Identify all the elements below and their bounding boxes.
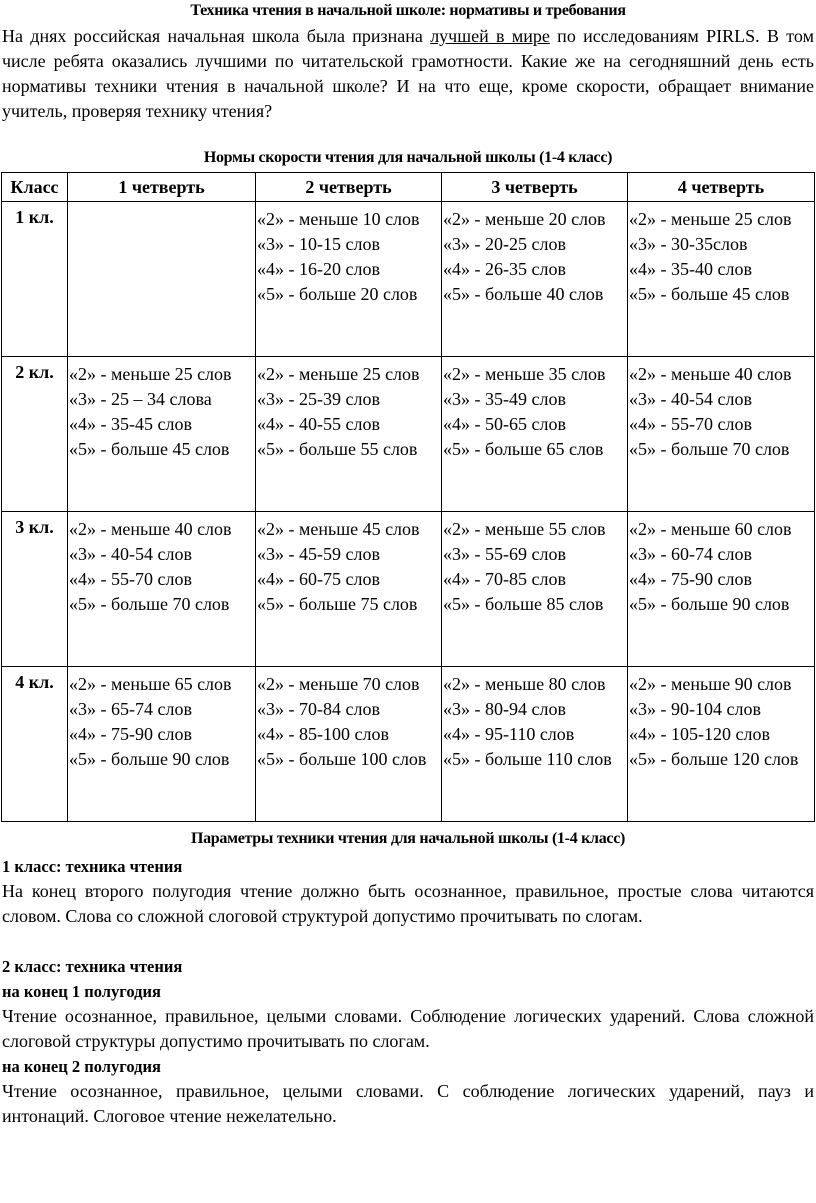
header-quarter-3: 3 четверть xyxy=(442,173,628,202)
norm-line: «5» - больше 20 слов xyxy=(257,284,418,304)
norm-lines xyxy=(442,667,627,772)
norm-line: «3» - 35-49 слов xyxy=(443,389,566,409)
quarter-3-cell xyxy=(442,357,628,512)
grade1-heading: 1 класс: техника чтения xyxy=(2,857,183,876)
quarter-1-cell xyxy=(68,357,256,512)
norms-table-body xyxy=(2,202,815,822)
norm-line: «3» - 40-54 слов xyxy=(69,544,192,564)
norm-line: «2» - меньше 65 слов xyxy=(69,674,232,694)
pirls-link[interactable]: лучшей в мире xyxy=(430,26,550,46)
header-grade: Класс xyxy=(2,173,68,202)
norm-line: «4» - 70-85 слов xyxy=(443,569,566,589)
norm-lines xyxy=(68,667,255,772)
intro-paragraph xyxy=(2,24,814,124)
intro-text-start: На днях российская начальная школа была признана xyxy=(2,26,431,46)
norm-line: «2» - меньше 40 слов xyxy=(69,519,232,539)
norm-line: «3» - 80-94 слов xyxy=(443,699,566,719)
header-quarter-4: 4 четверть xyxy=(628,173,815,202)
norm-line: «3» - 30-35слов xyxy=(629,234,748,254)
norm-line: «4» - 55-70 слов xyxy=(629,414,752,434)
norm-line: «5» - больше 90 слов xyxy=(629,594,790,614)
norm-line: «2» - меньше 70 слов xyxy=(257,674,420,694)
norm-line: «4» - 60-75 слов xyxy=(257,569,380,589)
quarter-2-cell xyxy=(256,667,442,822)
table-row xyxy=(2,202,815,357)
norm-line: «4» - 85-100 слов xyxy=(257,724,389,744)
norm-line: «3» - 45-59 слов xyxy=(257,544,380,564)
norm-line: «3» - 25 – 34 слова xyxy=(69,389,212,409)
norm-line: «2» - меньше 20 слов xyxy=(443,209,606,229)
params-section-title: Параметры техники чтения для начальной школы (1-4 класс) xyxy=(190,830,626,847)
table-row xyxy=(2,512,815,667)
norm-line: «5» - больше 40 слов xyxy=(443,284,604,304)
norm-line: «3» - 70-84 слов xyxy=(257,699,380,719)
norm-line: «2» - меньше 80 слов xyxy=(443,674,606,694)
norm-line: «2» - меньше 90 слов xyxy=(629,674,792,694)
norm-line: «2» - меньше 55 слов xyxy=(443,519,606,539)
norm-line: «5» - больше 45 слов xyxy=(69,439,230,459)
norm-line: «5» - больше 120 слов xyxy=(629,749,799,769)
section-spacer xyxy=(2,929,814,954)
quarter-2-cell xyxy=(256,357,442,512)
norm-line: «3» - 55-69 слов xyxy=(443,544,566,564)
header-quarter-2: 2 четверть xyxy=(256,173,442,202)
table-header-row xyxy=(2,173,815,202)
norm-lines xyxy=(628,202,814,307)
norm-line: «2» - меньше 35 слов xyxy=(443,364,606,384)
norm-line: «3» - 40-54 слов xyxy=(629,389,752,409)
norm-lines xyxy=(442,357,627,462)
norm-line: «5» - больше 45 слов xyxy=(629,284,790,304)
norm-lines xyxy=(68,202,255,207)
norm-line: «4» - 75-90 слов xyxy=(69,724,192,744)
quarter-3-cell xyxy=(442,202,628,357)
norm-lines xyxy=(442,202,627,307)
norm-line: «4» - 50-65 слов xyxy=(443,414,566,434)
quarter-3-cell xyxy=(442,667,628,822)
intro-text-end: по исследованиям PIRLS. В том числе ребята оказались лучшими по читательской грамотности. Какие же на сегодняшний день есть нормативы техники чтения в начальной школе? И на что еще, кроме скорости, обращает внимание учитель, проверяя технику чтения? xyxy=(2,26,814,121)
norm-line: «5» - больше 85 слов xyxy=(443,594,604,614)
norm-line: «5» - больше 110 слов xyxy=(443,749,612,769)
norm-line: «3» - 10-15 слов xyxy=(257,234,380,254)
grade2-half1-text: Чтение осознанное, правильное, целыми словами. Соблюдение логических ударений. Слова сложной слоговой структуры допустимо прочитывать по слогам. xyxy=(2,1006,814,1051)
norm-line: «3» - 60-74 слов xyxy=(629,544,752,564)
norm-line: «4» - 105-120 слов xyxy=(629,724,770,744)
norm-line: «3» - 90-104 слов xyxy=(629,699,761,719)
norm-lines xyxy=(628,667,814,772)
norm-line: «2» - меньше 60 слов xyxy=(629,519,792,539)
norm-line: «5» - больше 55 слов xyxy=(257,439,418,459)
grade-cell: 1 кл. xyxy=(2,202,68,357)
quarter-2-cell xyxy=(256,202,442,357)
norm-line: «3» - 20-25 слов xyxy=(443,234,566,254)
norm-line: «5» - больше 90 слов xyxy=(69,749,230,769)
norm-line: «4» - 55-70 слов xyxy=(69,569,192,589)
quarter-3-cell xyxy=(442,512,628,667)
norm-lines xyxy=(442,512,627,617)
document-title: Техника чтения в начальной школе: нормативы и требования xyxy=(190,2,626,19)
norm-lines xyxy=(256,667,441,772)
quarter-1-cell xyxy=(68,667,256,822)
norm-lines xyxy=(256,512,441,617)
norm-line: «2» - меньше 40 слов xyxy=(629,364,792,384)
quarter-1-cell xyxy=(68,202,256,357)
norm-line: «5» - больше 100 слов xyxy=(257,749,427,769)
norm-line: «3» - 25-39 слов xyxy=(257,389,380,409)
quarter-2-cell xyxy=(256,512,442,667)
grade-cell: 2 кл. xyxy=(2,357,68,512)
reading-params-section xyxy=(2,854,814,1129)
grade1-text: На конец второго полугодия чтение должно быть осознанное, правильное, простые слова читаются словом. Слова со сложной слоговой структурой допустимо прочитывать по слогам. xyxy=(2,881,814,926)
norm-line: «5» - больше 70 слов xyxy=(629,439,790,459)
quarter-4-cell xyxy=(628,202,815,357)
norm-line: «4» - 35-40 слов xyxy=(629,259,752,279)
quarter-4-cell xyxy=(628,512,815,667)
norm-line: «2» - меньше 25 слов xyxy=(629,209,792,229)
grade2-half1-heading: на конец 1 полугодия xyxy=(2,982,161,1001)
norm-lines xyxy=(256,202,441,307)
grade2-half2-text: Чтение осознанное, правильное, целыми словами. С соблюдение логических ударений, пауз и интонаций. Слоговое чтение нежелательно. xyxy=(2,1081,814,1126)
norm-line: «4» - 40-55 слов xyxy=(257,414,380,434)
grade2-heading: 2 класс: техника чтения xyxy=(2,957,183,976)
norm-line: «2» - меньше 45 слов xyxy=(257,519,420,539)
norm-line: «5» - больше 65 слов xyxy=(443,439,604,459)
grade2-half2-heading: на конец 2 полугодия xyxy=(2,1057,161,1076)
quarter-1-cell xyxy=(68,512,256,667)
reading-speed-norms-table xyxy=(1,172,815,822)
norm-lines xyxy=(68,512,255,617)
norm-lines xyxy=(256,357,441,462)
norm-line: «4» - 75-90 слов xyxy=(629,569,752,589)
grade-cell: 4 кл. xyxy=(2,667,68,822)
norms-table-title: Нормы скорости чтения для начальной школы (1-4 класс) xyxy=(203,149,613,166)
norm-line: «5» - больше 75 слов xyxy=(257,594,418,614)
norm-line: «4» - 16-20 слов xyxy=(257,259,380,279)
grade-cell: 3 кл. xyxy=(2,512,68,667)
quarter-4-cell xyxy=(628,357,815,512)
table-row xyxy=(2,357,815,512)
quarter-4-cell xyxy=(628,667,815,822)
norm-line: «2» - меньше 25 слов xyxy=(257,364,420,384)
norm-lines xyxy=(628,357,814,462)
norm-line: «5» - больше 70 слов xyxy=(69,594,230,614)
norm-line: «4» - 95-110 слов xyxy=(443,724,575,744)
norm-line: «4» - 26-35 слов xyxy=(443,259,566,279)
header-quarter-1: 1 четверть xyxy=(68,173,256,202)
norm-line: «2» - меньше 10 слов xyxy=(257,209,420,229)
norm-line: «3» - 65-74 слов xyxy=(69,699,192,719)
norm-line: «2» - меньше 25 слов xyxy=(69,364,232,384)
norm-lines xyxy=(68,357,255,462)
table-row xyxy=(2,667,815,822)
norm-lines xyxy=(628,512,814,617)
norm-line: «4» - 35-45 слов xyxy=(69,414,192,434)
